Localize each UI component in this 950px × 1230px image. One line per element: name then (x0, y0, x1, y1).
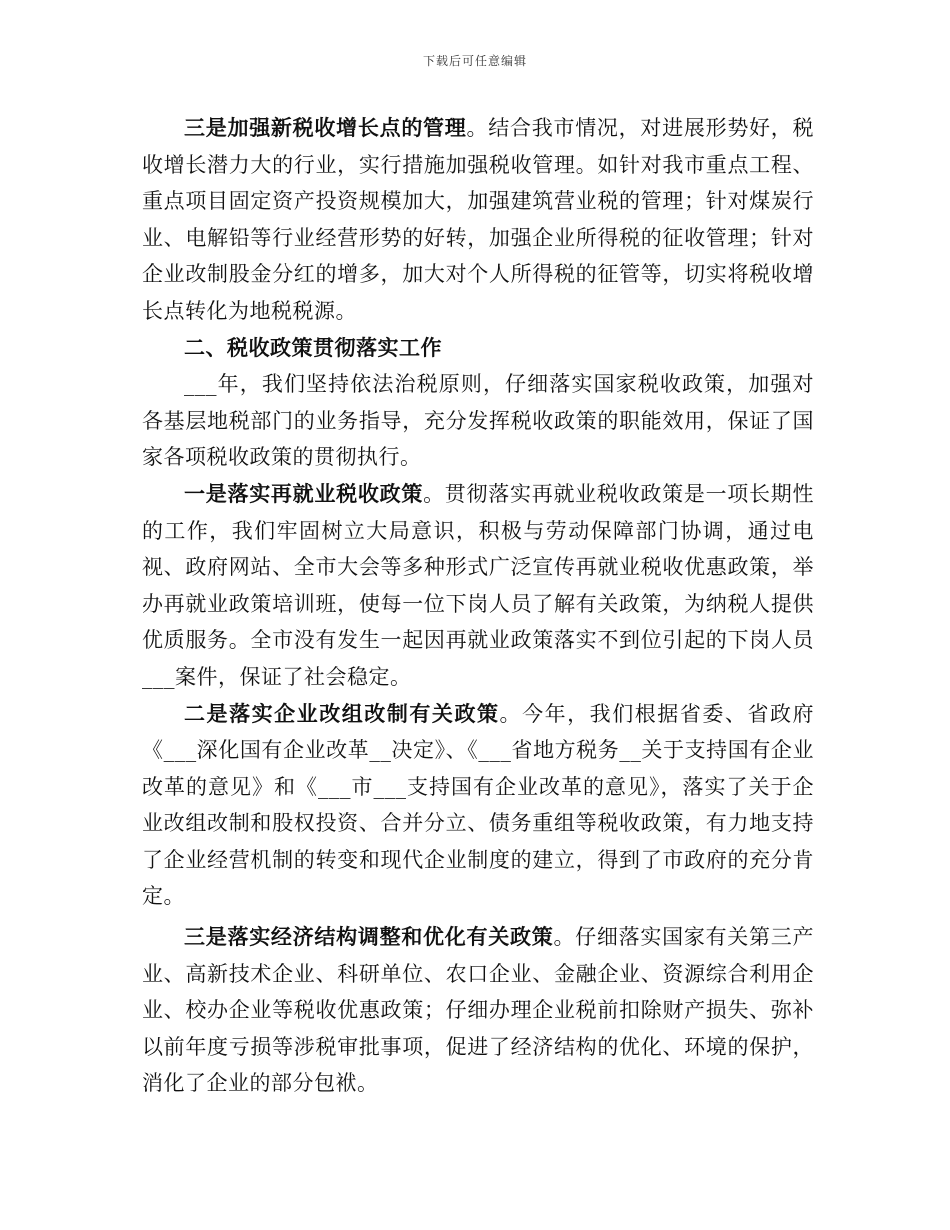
paragraph-enterprise-restructuring (142, 696, 814, 916)
paragraph-lead: 三是加强新税收增长点的管理 (184, 115, 467, 140)
paragraph-economic-structure (142, 919, 814, 1102)
page-header: 下载后可任意编辑 (422, 54, 527, 68)
paragraph-new-tax-growth (142, 110, 814, 330)
paragraph-policy-intro: ___年，我们坚持依法治税原则，仔细落实国家税收政策，加强对各基层地税部门的业务指导，充分发挥税收政策的职能效用，保证了国家各项税收政策的贯彻执行。 (142, 372, 814, 470)
paragraph-lead: 三是落实经济结构调整和优化有关政策 (184, 924, 554, 950)
paragraph-lead: 一是落实再就业税收政策 (184, 480, 424, 506)
paragraph-text: 。贯彻落实再就业税收政策是一项长期性的工作，我们牢固树立大局意识，积极与劳动保障部门协调，通过电视、政府网站、全市大会等多种形式广泛宣传再就业税收优惠政策，举办再就业政策培训班，使每一位下岗人员了解有关政策，为纳税人提供优质服务。全市没有发生一起因再就业政策落实不到位引起的下岗人员___案件，保证了社会稳定。 (142, 481, 815, 689)
paragraph-lead: 二是落实企业改组改制有关政策 (184, 700, 500, 726)
paragraph-reemployment-policy (142, 476, 814, 696)
document-body (142, 110, 814, 1102)
paragraph-text: 。今年，我们根据省委、省政府《___深化国有企业改革__决定》、《___省地方税务__关于支持国有企业改革的意见》和《___市___支持国有企业改革的意见》，落实了关于企业改组改制和股权投资、合并分立、债务重组等税收政策，有力地支持了企业经营机制的转变和现代企业制度的建立，得到了市政府的充分肯定。 (142, 701, 815, 909)
paragraph-text: 。结合我市情况，对进展形势好，税收增长潜力大的行业，实行措施加强税收管理。如针对我市重点工程、重点项目固定资产投资规模加大，加强建筑营业税的管理；针对煤炭行业、电解铅等行业经营形势的好转，加强企业所得税的征收管理；针对企业改制股金分红的增多，加大对个人所得税的征管等，切实将税收增长点转化为地税税源。 (142, 116, 815, 323)
paragraph-text: 。仔细落实国家有关第三产业、高新技术企业、科研单位、农口企业、金融企业、资源综合利用企业、校办企业等税收优惠政策；仔细办理企业税前扣除财产损失、弥补以前年度亏损等涉税审批事项，促进了经济结构的优化、环境的保护，消化了企业的部分包袱。 (142, 925, 815, 1096)
section-heading-tax-policy: 二、税收政策贯彻落实工作 (184, 334, 442, 360)
